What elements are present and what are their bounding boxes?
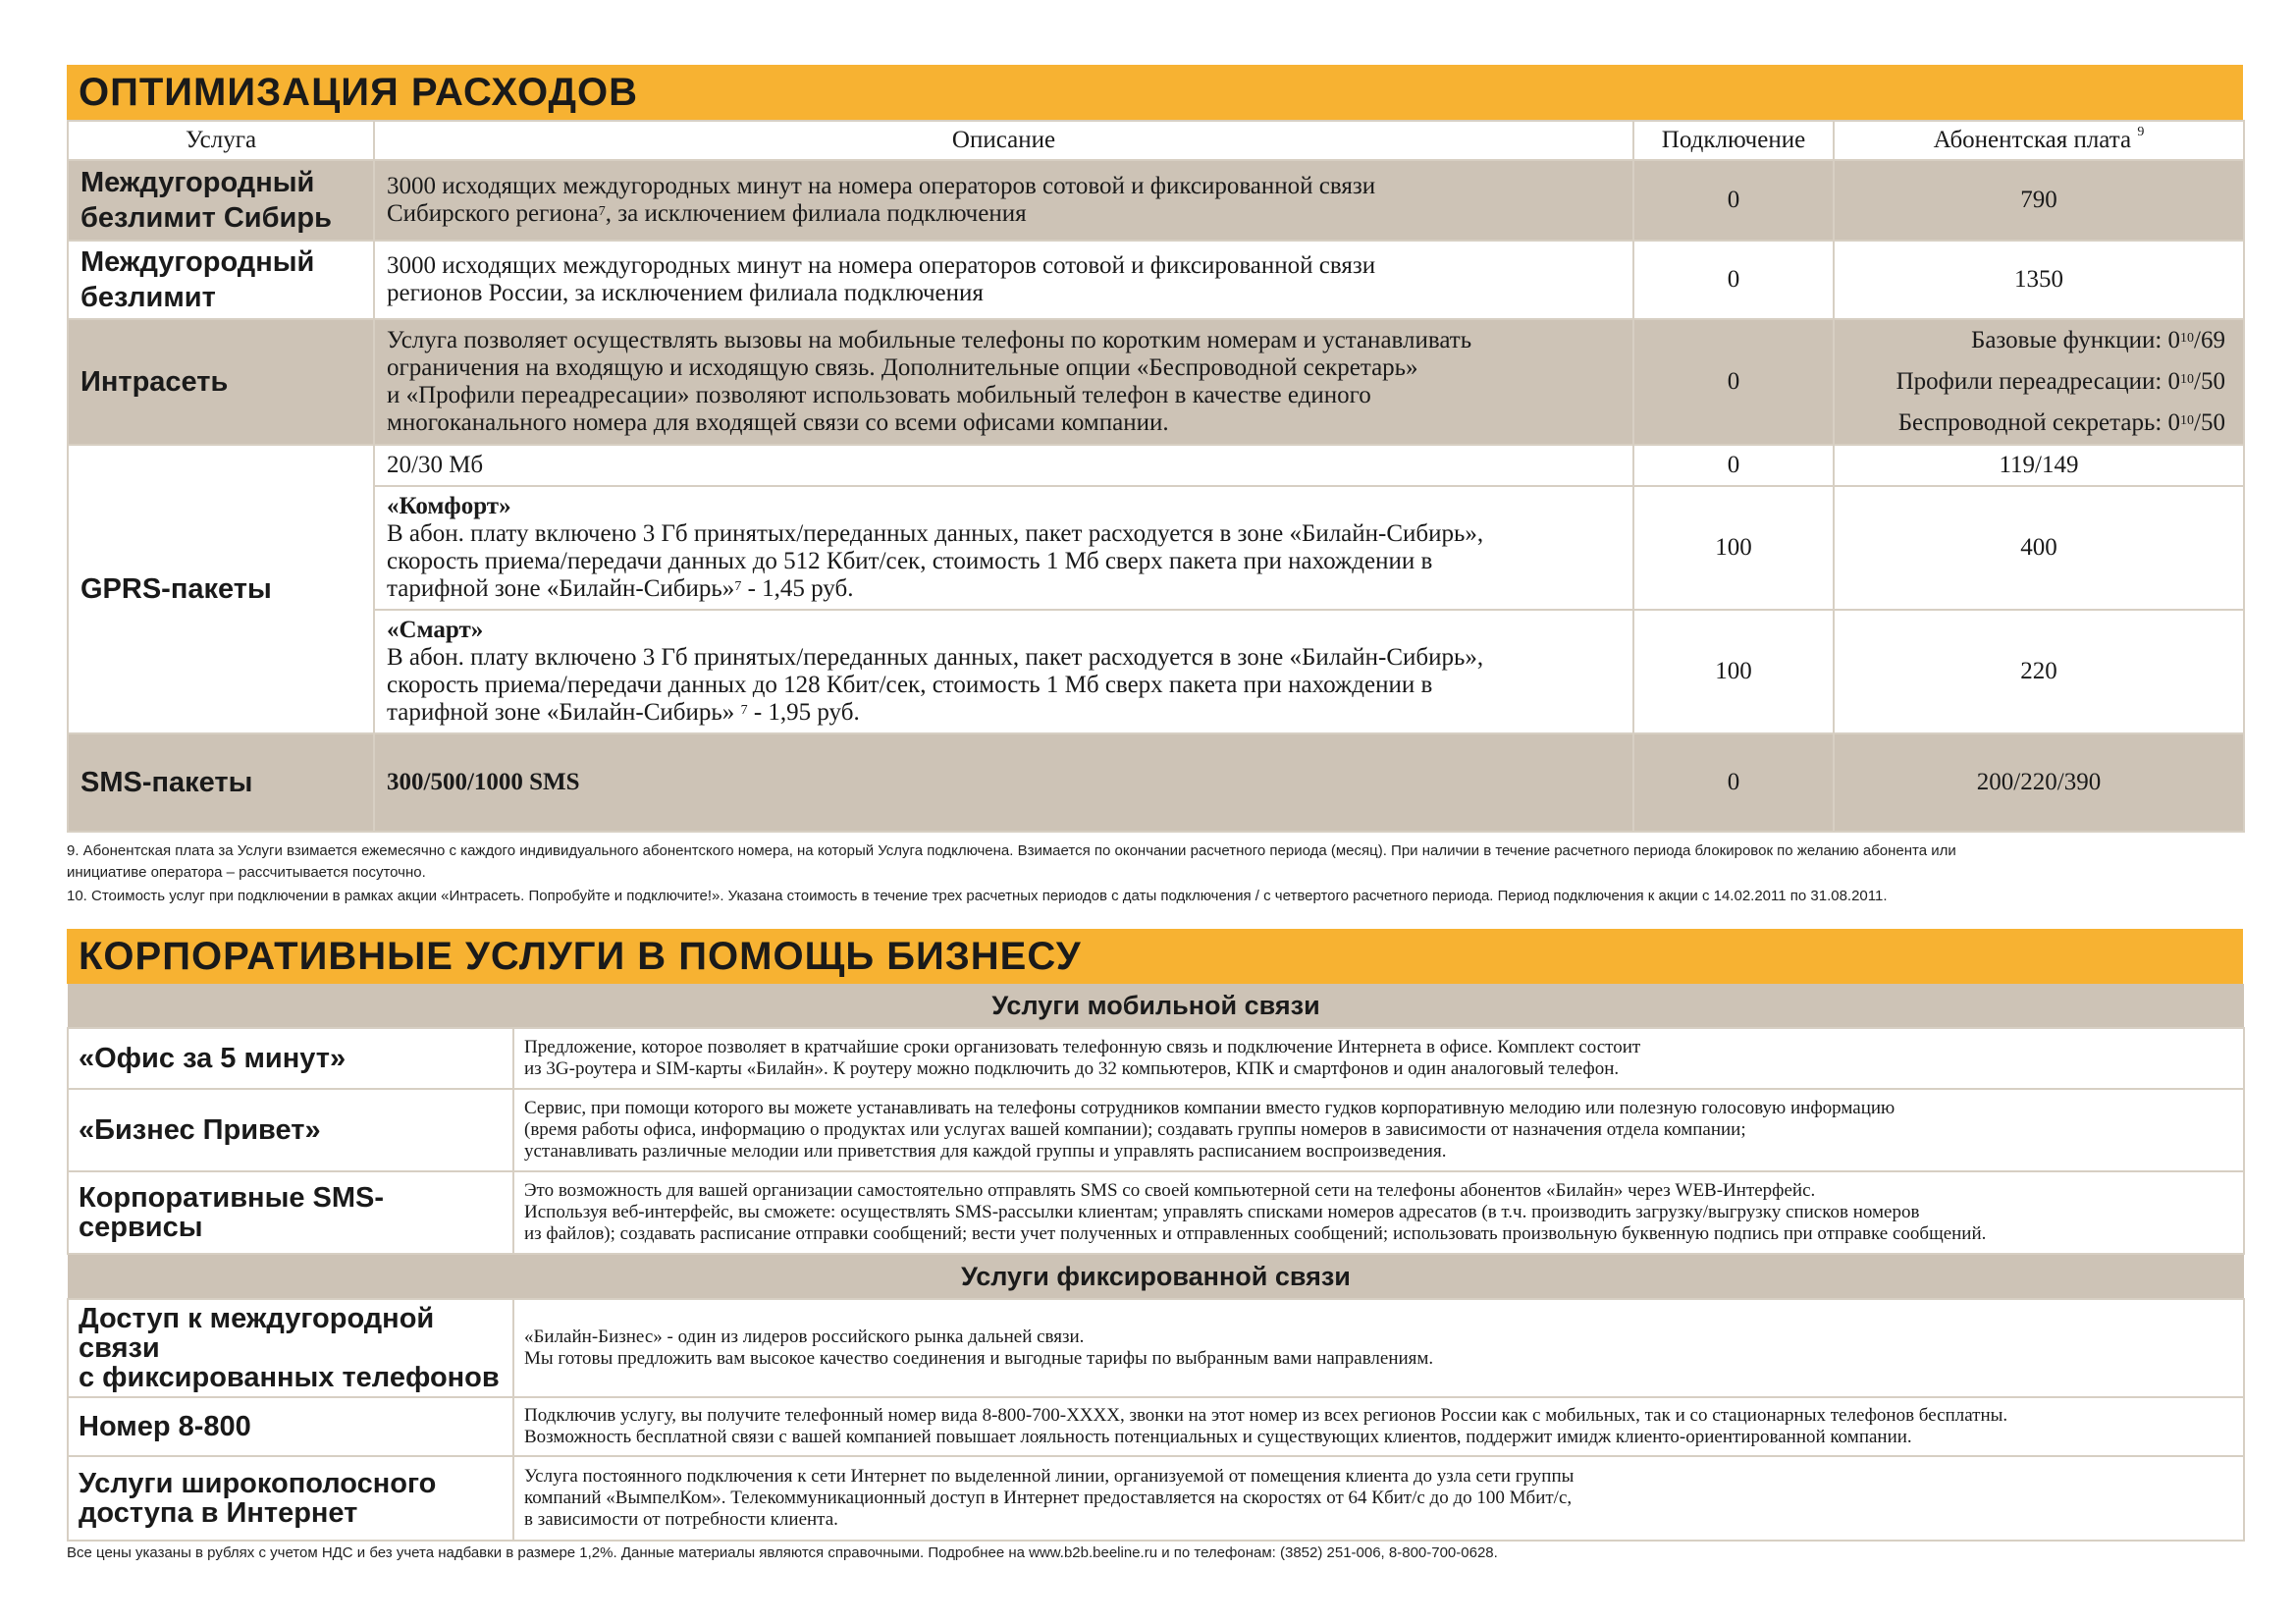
connection-price: 0	[1633, 733, 1834, 832]
service-name: Интрасеть	[68, 319, 374, 445]
service-name: Услуги широкополосного доступа в Интернет	[68, 1456, 513, 1541]
footnote-9: 9. Абонентская плата за Услуги взимается ежемесячно с каждого индивидуального абонентского номера, на который Услуга подключена. Взимается по окончании расчетного периода (месяц). При наличии в течение расчетного периода блокировок по желанию абонента или инициативе оператора – рассчитывается посуточно.	[67, 842, 1956, 881]
service-description: 3000 исходящих междугородных минут на номера операторов сотовой и фиксированной связи Сибирского региона$^7$, за исключением филиала подключения	[374, 160, 1633, 241]
header-service: Услуга	[68, 121, 374, 160]
service-description: Подключив услугу, вы получите телефонный номер вида 8-800-700-ХХХХ, звонки на этот номер из всех регионов России как с мобильных, так и со стационарных телефонов бесплатны. Возможность бесплатной связи с вашей компанией повышает лояльность потенциальных и существующих клиентов, поддержит имидж клиенто-ориентированной компании.	[513, 1397, 2244, 1456]
service-name: SMS-пакеты	[68, 733, 374, 832]
service-description: Услуга позволяет осуществлять вызовы на мобильные телефоны по коротким номерам и устанавливать ограничения на входящую и исходящую связь. Дополнительные опции «Беспроводной секретарь» и «Профили переадресации» позволяют использовать мобильный телефон в качестве единого многоканального номера для входящей связи со всеми офисами компании.	[374, 319, 1633, 445]
monthly-fee: 220	[1834, 610, 2244, 733]
service-description: 20/30 Мб	[374, 445, 1633, 486]
section-title-cost-optimization: ОПТИМИЗАЦИЯ РАСХОДОВ	[67, 65, 2243, 120]
tariff-table	[67, 120, 2245, 833]
table-row	[68, 445, 2244, 486]
table-row	[68, 610, 2244, 733]
service-name: Междугородный безлимит Сибирь	[68, 160, 374, 241]
service-description: Предложение, которое позволяет в кратчайшие сроки организовать телефонную связь и подключение Интернета в офисе. Комплект состоит из 3G-роутера и SIM-карты «Билайн». К роутеру можно подключить до 32 компьютеров, КПК и смартфонов и один аналоговый телефон.	[513, 1028, 2244, 1089]
corporate-services-table	[67, 984, 2245, 1542]
table-row	[68, 1397, 2244, 1456]
monthly-fee: 119/149	[1834, 445, 2244, 486]
header-description: Описание	[374, 121, 1633, 160]
table-row	[68, 319, 2244, 445]
subheading-fixed: Услуги фиксированной связи	[68, 1255, 2244, 1298]
monthly-fee: 400	[1834, 486, 2244, 610]
service-description: Сервис, при помощи которого вы можете устанавливать на телефоны сотрудников компании вместо гудков корпоративную мелодию или полезную голосовую информацию (время работы офиса, информацию о продуктах или услугах вашей компании); создавать группы номеров в зависимости от назначения отдела компании; устанавливать различные мелодии или приветствия для каждой группы и управлять расписанием воспроизведения.	[513, 1089, 2244, 1171]
table-row	[68, 241, 2244, 319]
page	[67, 65, 2243, 1542]
service-name: Номер 8-800	[68, 1397, 513, 1456]
monthly-fee: Базовые функции: $0^{10}/69$ Профили переадресации: $0^{10}/50$ Беспроводной секретарь: $0^{10}/50$	[1834, 319, 2244, 445]
service-description: «Билайн-Бизнес» - один из лидеров российского рынка дальней связи. Мы готовы предложить вам высокое качество соединения и выгодные тарифы по выбранным вами направлениям.	[513, 1299, 2244, 1397]
connection-price: 100	[1633, 486, 1834, 610]
service-description: Услуга постоянного подключения к сети Интернет по выделенной линии, организуемой от помещения клиента до узла сети группы компаний «ВымпелКом». Телекоммуникационный доступ в Интернет предоставляется на скоростях от 64 Кбит/с до до 100 Мбит/с, в зависимости от потребности клиента.	[513, 1456, 2244, 1541]
section-title-corporate-services: КОРПОРАТИВНЫЕ УСЛУГИ В ПОМОЩЬ БИЗНЕСУ	[67, 929, 2243, 984]
service-name: Междугородный безлимит	[68, 241, 374, 319]
table-row	[68, 1171, 2244, 1254]
table-row	[68, 1456, 2244, 1541]
connection-price: 0	[1633, 445, 1834, 486]
service-description: Это возможность для вашей организации самостоятельно отправлять SMS со своей компьютерной сети на телефоны абонентов «Билайн» через WEB-Интерфейс. Используя веб-интерфейс, вы сможете: осуществлять SMS-рассылки клиентам; управлять списками номеров адресатов (в т.ч. производить загрузку/выгрузку списков номеров из файлов); создавать расписание отправки сообщений; вести учет полученных и отправленных сообщений; использовать произвольную буквенную подпись при отправке сообщений.	[513, 1171, 2244, 1254]
service-name: Корпоративные SMS-сервисы	[68, 1171, 513, 1254]
service-description: «Смарт» В абон. плату включено 3 Гб принятых/переданных данных, пакет расходуется в зоне «Билайн-Сибирь», скорость приема/передачи данных до 128 Кбит/сек, стоимость 1 Мб сверх пакета при нахождении в тарифной зоне «Билайн-Сибирь» $^7$ - 1,95 руб.	[374, 610, 1633, 733]
service-name: «Офис за 5 минут»	[68, 1028, 513, 1089]
monthly-fee: 790	[1834, 160, 2244, 241]
service-name: Доступ к междугородной связи с фиксированных телефонов	[68, 1299, 513, 1397]
table-row	[68, 1028, 2244, 1089]
table-row	[68, 733, 2244, 832]
service-name: GPRS-пакеты	[68, 445, 374, 733]
connection-price: 0	[1633, 319, 1834, 445]
service-name: «Бизнес Привет»	[68, 1089, 513, 1171]
footnote-10: 10. Стоимость услуг при подключении в рамках акции «Интрасеть. Попробуйте и подключите!». Указана стоимость в течение трех расчетных периодов с даты подключения / с четвертого расчетного периода. Период подключения к акции с 14.02.2011 по 31.08.2011.	[67, 888, 1888, 904]
table-header-row	[68, 121, 2244, 160]
service-description: «Комфорт» В абон. плату включено 3 Гб принятых/переданных данных, пакет расходуется в зоне «Билайн-Сибирь», скорость приема/передачи данных до 512 Кбит/сек, стоимость 1 Мб сверх пакета при нахождении в тарифной зоне «Билайн-Сибирь»$^7$ - 1,45 руб.	[374, 486, 1633, 610]
header-connection: Подключение	[1633, 121, 1834, 160]
service-description: 3000 исходящих междугородных минут на номера операторов сотовой и фиксированной связи регионов России, за исключением филиала подключения	[374, 241, 1633, 319]
table-row	[68, 486, 2244, 610]
table-row	[68, 160, 2244, 241]
monthly-fee: 200/220/390	[1834, 733, 2244, 832]
header-fee: Абонентская плата $^9$	[1834, 121, 2244, 160]
connection-price: 0	[1633, 241, 1834, 319]
connection-price: 100	[1633, 610, 1834, 733]
table-row	[68, 1299, 2244, 1397]
table-row	[68, 1089, 2244, 1171]
monthly-fee: 1350	[1834, 241, 2244, 319]
connection-price: 0	[1633, 160, 1834, 241]
subheading-mobile: Услуги мобильной связи	[68, 984, 2244, 1027]
fee-footnote-ref: 9	[2137, 125, 2145, 139]
service-description: 300/500/1000 SMS	[374, 733, 1633, 832]
footer-note: Все цены указаны в рублях с учетом НДС и без учета надбавки в размере 1,2%. Данные материалы являются справочными. Подробнее на www.b2b.beeline.ru и по телефонам: (3852) 251-006, 8-800-700-0628.	[67, 1544, 1498, 1561]
footnotes	[67, 840, 2243, 907]
